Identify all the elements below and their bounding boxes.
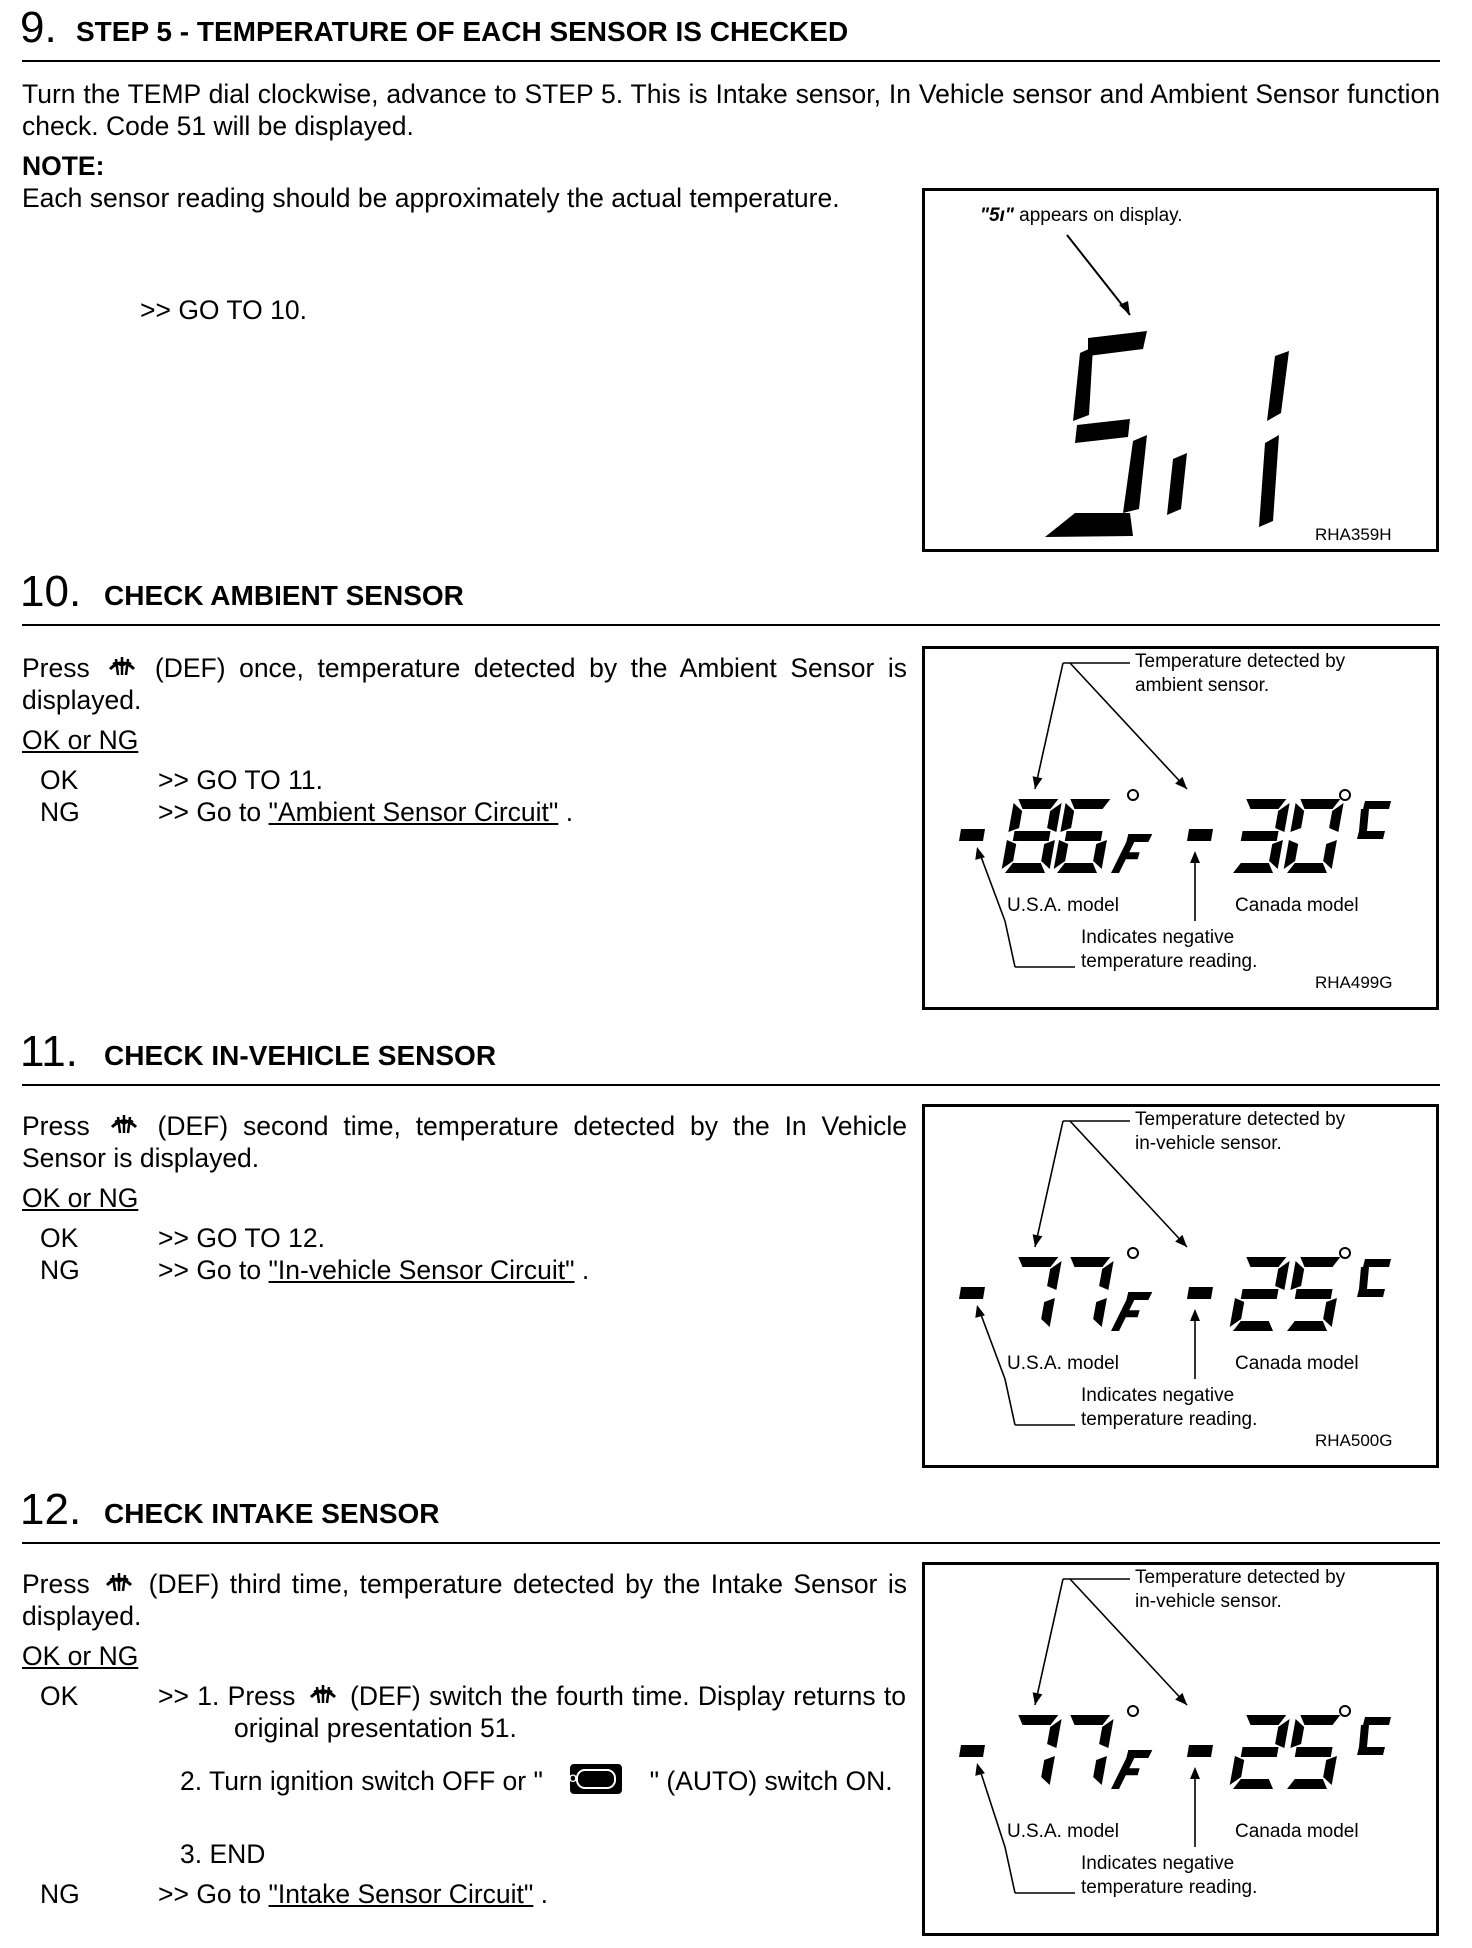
figure-values [925, 649, 926, 650]
intake-sensor-circuit-link[interactable]: "Intake Sensor Circuit" [268, 1879, 534, 1909]
ng-suffix: . [581, 1255, 590, 1285]
negative-indicator-line-1: Indicates negative [1081, 927, 1235, 948]
leader-line [980, 854, 1005, 921]
figure-display-value [925, 191, 926, 192]
ambient-sensor-circuit-link[interactable]: "Ambient Sensor Circuit" [268, 797, 559, 827]
lcd-segment-d [1233, 863, 1273, 873]
ok-step-1 [158, 1680, 906, 1744]
lcd-segment-c [1041, 840, 1055, 869]
ok-or-ng-label: OK or NG [22, 1641, 139, 1671]
figure-rha499g [922, 646, 1439, 1010]
step-12-body [22, 1568, 907, 1632]
figure-rha359h [922, 188, 1439, 552]
lcd-digit-usa-2 [1070, 1257, 1113, 1327]
lcd-segment-a [1300, 1257, 1340, 1267]
lcd-segment-d [1233, 1321, 1273, 1331]
lcd-segment-f [1290, 1719, 1304, 1748]
lcd-segment-f [1008, 803, 1022, 832]
top-label-line-1: Temperature detected by [1135, 651, 1346, 672]
step-9-title: STEP 5 - TEMPERATURE OF EACH SENSOR IS CHECKED [76, 16, 849, 47]
step-9-number: 9. [20, 3, 57, 52]
lcd-digit-usa-2 [1070, 1715, 1113, 1785]
ng-prefix: >> Go to [158, 1255, 262, 1285]
lcd-segment-a [1246, 799, 1286, 809]
lcd-digit-canada-1 [1233, 799, 1290, 873]
ng-suffix: . [540, 1879, 549, 1909]
canada-model-label: Canada model [1235, 1353, 1359, 1374]
auto-switch-icon [546, 1764, 622, 1794]
ng-key: NG [40, 1879, 80, 1909]
lcd-segment-a [1246, 1257, 1286, 1267]
divider [22, 1084, 1440, 1086]
ng-prefix: >> Go to [158, 1879, 262, 1909]
body-pre: Press [22, 1111, 90, 1141]
body-pre: Press [22, 1569, 90, 1599]
figure-intake-display [922, 1562, 1439, 1936]
unit-letter-c [1357, 1717, 1391, 1755]
leader-line [1035, 663, 1063, 789]
arrow-head [1190, 1309, 1200, 1321]
lcd-segment-g [1241, 1747, 1279, 1757]
lcd-segment-g [1065, 831, 1103, 841]
step-11-body [22, 1110, 907, 1174]
negative-indicator-line-1: Indicates negative [1081, 1853, 1235, 1874]
lcd-segment-c [1093, 1298, 1107, 1327]
degree-symbol [1340, 790, 1350, 800]
ng-value [158, 1254, 589, 1286]
lcd-segment-c [1093, 1756, 1107, 1785]
code-51-glyph: "5ı" [980, 205, 1014, 226]
lcd-segment-a [1300, 799, 1340, 809]
canada-model-label: Canada model [1235, 1821, 1359, 1842]
unit-letter-f [1111, 834, 1152, 873]
negative-sign-canada [1187, 1745, 1213, 1757]
unit-letter-c [1357, 801, 1391, 839]
negative-sign-usa [959, 1287, 985, 1299]
step-11-number: 11. [20, 1027, 78, 1076]
ok-key: OK [40, 1681, 79, 1711]
top-label-line-2: in-vehicle sensor. [1135, 1591, 1282, 1612]
ng-row [40, 1878, 900, 1910]
lcd-segment-g [1241, 1289, 1279, 1299]
body-pre: Press [22, 653, 90, 683]
lcd-digit-canada-2 [1287, 1257, 1340, 1331]
ok-step-2-post: " (AUTO) switch ON. [649, 1766, 893, 1796]
ng-value [158, 796, 573, 828]
lcd-digit-usa-1 [1018, 1715, 1061, 1785]
lcd-segment-g [1295, 1747, 1333, 1757]
lcd-segment-c [1323, 840, 1337, 869]
step-12-number: 12. [20, 1485, 82, 1534]
ok-key: OK [40, 1223, 79, 1253]
figure-id: RHA499G [1315, 973, 1393, 992]
usa-model-label: U.S.A. model [1007, 1353, 1119, 1374]
lcd-digit-canada-1 [1230, 1257, 1290, 1331]
negative-indicator-line-2: temperature reading. [1081, 1877, 1258, 1898]
step-10-number: 10. [20, 567, 82, 616]
arrow-head [975, 1763, 985, 1776]
divider [22, 1542, 1440, 1544]
lcd-segment-a [1018, 799, 1058, 809]
lcd-segment-a [1070, 1715, 1110, 1725]
lcd-segment-c [1041, 1756, 1055, 1785]
defroster-icon [109, 1113, 139, 1137]
pointer-arrow [1067, 235, 1130, 315]
goto-12-link[interactable]: >> GO TO 12. [158, 1223, 325, 1253]
arrow-head [975, 1305, 985, 1318]
degree-symbol [1128, 1706, 1138, 1716]
figure-rha500g [922, 1104, 1439, 1468]
auto-icon-label: AUTO [576, 1769, 616, 1789]
ok-row [40, 764, 900, 796]
top-label-line-2: ambient sensor. [1135, 675, 1270, 696]
defroster-icon [107, 655, 137, 679]
leader-line [980, 1312, 1005, 1379]
lcd-digit-usa-1 [1018, 1257, 1061, 1327]
ng-key: NG [40, 797, 80, 827]
ng-prefix: >> Go to [158, 797, 262, 827]
ng-row [40, 1254, 900, 1286]
lcd-segment-g [1295, 1289, 1333, 1299]
lcd-segment-d [1233, 1779, 1273, 1789]
leader-line [980, 1770, 1005, 1847]
caption-text: appears on display. [1019, 205, 1183, 226]
ok-or-ng-label: OK or NG [22, 1183, 139, 1213]
degree-symbol [1340, 1706, 1350, 1716]
step-10-body [22, 652, 907, 716]
figure-values [925, 1107, 926, 1108]
lcd-segment-g [1241, 831, 1279, 841]
leader-line [1035, 1579, 1063, 1705]
negative-indicator-line-2: temperature reading. [1081, 1409, 1258, 1430]
lcd-segment-c [1269, 840, 1283, 869]
lcd-segment-c [1323, 1756, 1337, 1785]
ok-key: OK [40, 765, 79, 795]
lcd-segment-a [1018, 1715, 1058, 1725]
negative-sign-usa [959, 1745, 985, 1757]
lcd-segment-a [1070, 799, 1110, 809]
lcd-digit-usa-2 [1054, 799, 1111, 873]
figure-values [925, 1565, 926, 1566]
ok-step-2-pre: 2. Turn ignition switch OFF or " [180, 1766, 543, 1796]
leader-line [1005, 1379, 1015, 1425]
defroster-icon [104, 1571, 134, 1595]
step-10-title: CHECK AMBIENT SENSOR [104, 580, 464, 611]
ok-or-ng-label: OK or NG [22, 725, 139, 755]
lcd-segment-f [1060, 803, 1074, 832]
ok-step-1-pre: >> 1. Press [158, 1681, 296, 1711]
lcd-segment-d [1287, 1779, 1327, 1789]
arrow-head [1033, 1234, 1043, 1247]
usa-model-label: U.S.A. model [1007, 1821, 1119, 1842]
leader-line [1005, 1847, 1015, 1893]
top-label-line-2: in-vehicle sensor. [1135, 1133, 1282, 1154]
step-12-title: CHECK INTAKE SENSOR [104, 1498, 440, 1529]
lcd-segment-a [1070, 1257, 1110, 1267]
goto-11-link[interactable]: >> GO TO 11. [158, 765, 323, 795]
degree-symbol [1128, 1248, 1138, 1258]
note-text: Each sensor reading should be approximately the actual temperature. [22, 183, 840, 213]
arrow-head [975, 847, 985, 860]
canada-model-label: Canada model [1235, 895, 1359, 916]
ng-row [40, 796, 900, 828]
lcd-segment-c [1093, 840, 1107, 869]
arrow-head [1033, 1692, 1043, 1705]
lcd-segment-d [1057, 863, 1097, 873]
top-label-line-1: Temperature detected by [1135, 1109, 1346, 1130]
negative-sign-canada [1187, 829, 1213, 841]
unit-letter-f [1111, 1292, 1152, 1331]
body-post: (DEF) once, temperature detected by the Ambient Sensor is displayed. [22, 653, 907, 715]
degree-symbol [1340, 1248, 1350, 1258]
ok-step-2 [180, 1764, 906, 1797]
lcd-segment-a [1018, 1257, 1058, 1267]
negative-sign-canada [1187, 1287, 1213, 1299]
lcd-segment-f [1290, 1261, 1304, 1290]
lcd-digit-canada-2 [1284, 799, 1344, 873]
leader-line [1035, 1121, 1063, 1247]
lcd-segment-d [1005, 863, 1045, 873]
negative-indicator-line-2: temperature reading. [1081, 951, 1258, 972]
ok-step-3: 3. END [180, 1839, 266, 1869]
lcd-segment-c [1041, 1298, 1055, 1327]
note-label: NOTE: [22, 151, 105, 181]
unit-letter-f [1111, 1750, 1152, 1789]
usa-model-label: U.S.A. model [1007, 895, 1119, 916]
lcd-segment-d [1287, 863, 1327, 873]
negative-indicator-line-1: Indicates negative [1081, 1385, 1235, 1406]
leader-line [1005, 921, 1015, 967]
lcd-segment-d [1287, 1321, 1327, 1331]
negative-sign-usa [959, 829, 985, 841]
in-vehicle-sensor-circuit-link[interactable]: "In-vehicle Sensor Circuit" [268, 1255, 575, 1285]
arrow-head [1033, 776, 1043, 789]
goto-10-link[interactable]: >> GO TO 10. [140, 295, 307, 325]
ng-value [158, 1878, 548, 1910]
defroster-icon [308, 1683, 338, 1707]
lcd-digit-canada-2 [1287, 1715, 1340, 1789]
ng-key: NG [40, 1255, 80, 1285]
figure-id: RHA500G [1315, 1431, 1393, 1450]
step-9-body: Turn the TEMP dial clockwise, advance to STEP 5. This is Intake sensor, In Vehicle sensor and Ambient Sensor function check. Code 51 will be displayed. [22, 79, 1440, 141]
degree-symbol [1128, 790, 1138, 800]
lcd-segment-c [1323, 1298, 1337, 1327]
arrow-head [1190, 1767, 1200, 1779]
lcd-segment-g [1013, 831, 1051, 841]
lcd-segment-a [1246, 1715, 1286, 1725]
step-11-title: CHECK IN-VEHICLE SENSOR [104, 1040, 497, 1071]
lcd-digit-usa-1 [1002, 799, 1062, 873]
ok-row [40, 1222, 900, 1254]
arrow-head [1190, 851, 1200, 863]
body-post: (DEF) second time, temperature detected by the In Vehicle Sensor is displayed. [22, 1111, 907, 1173]
lcd-digit-canada-1 [1230, 1715, 1290, 1789]
lcd-segment-f [1290, 803, 1304, 832]
top-label-line-1: Temperature detected by [1135, 1567, 1346, 1588]
lcd-segment-a [1300, 1715, 1340, 1725]
big-digit-1 [1167, 351, 1289, 527]
ok-step-1-post: (DEF) switch the fourth time. Display returns to original presentation 51. [234, 1681, 906, 1743]
big-digit-5 [1045, 331, 1147, 537]
body-post: (DEF) third time, temperature detected by the Intake Sensor is displayed. [22, 1569, 907, 1631]
unit-letter-c [1357, 1259, 1391, 1297]
figure-id: RHA359H [1315, 525, 1392, 544]
divider [22, 60, 1440, 62]
divider [22, 624, 1440, 626]
ng-suffix: . [565, 797, 574, 827]
